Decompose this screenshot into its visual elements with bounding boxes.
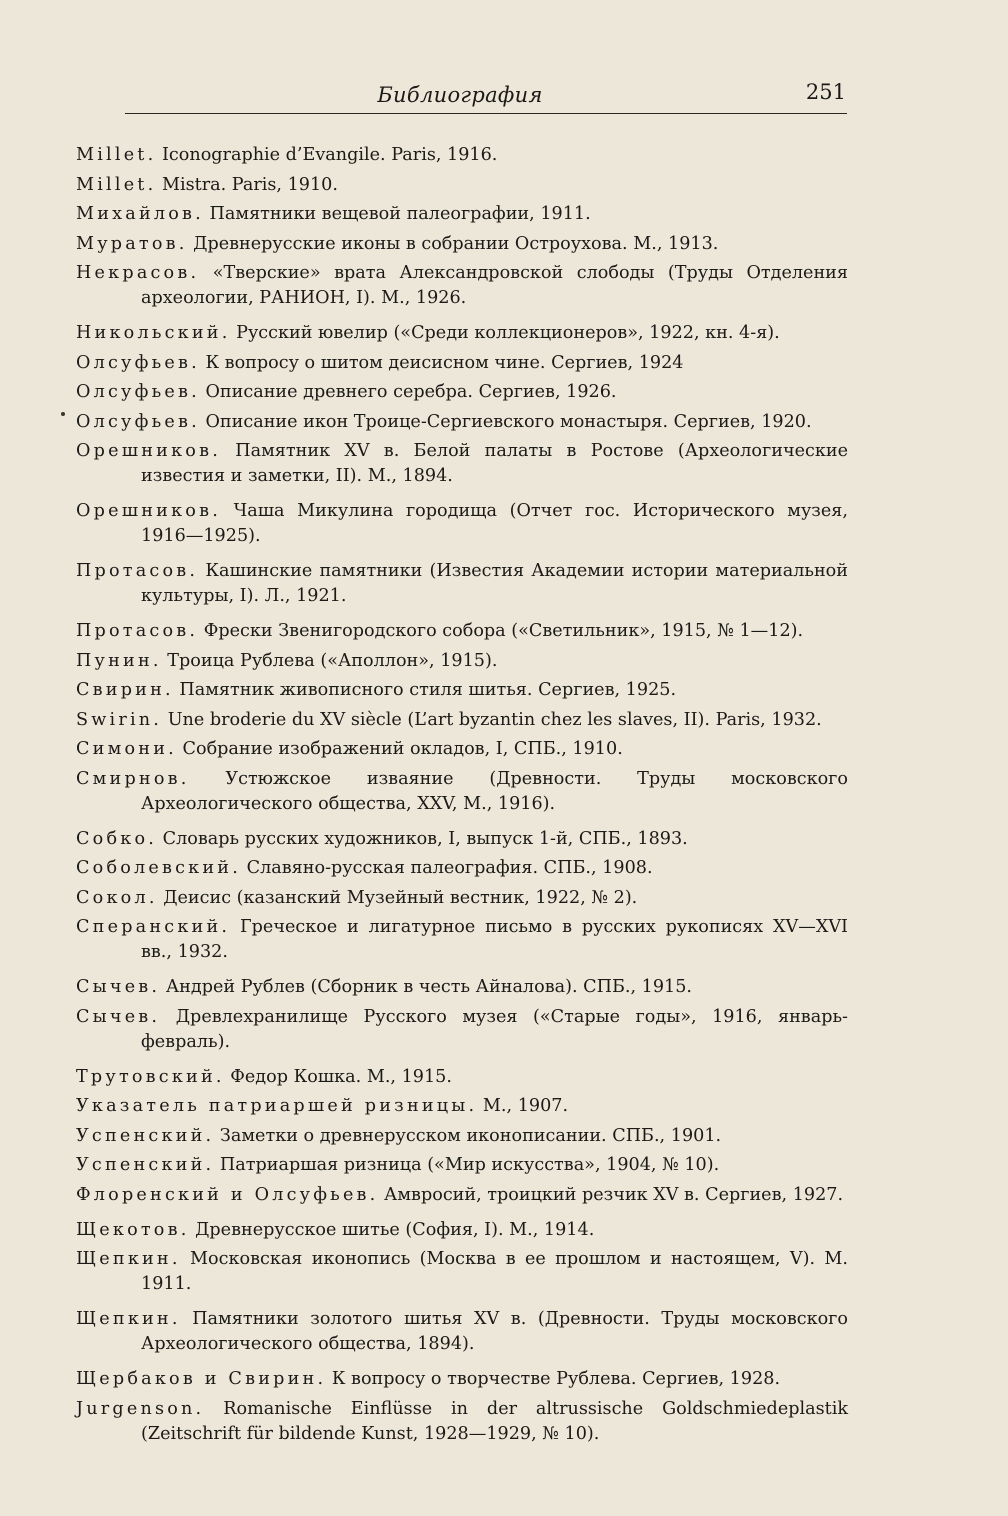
bibliography-entry (76, 975, 848, 1000)
entry-author: Олсуфьев. (76, 352, 200, 373)
entry-author: Щербаков и Свирин. (76, 1369, 327, 1389)
entry-text: Словарь русских художников, I, выпуск 1-й, СПБ., 1893. (162, 828, 688, 849)
bibliography-entry (76, 261, 848, 311)
bibliography-entry (76, 678, 848, 703)
entry-author: Щекотов. (76, 1219, 190, 1240)
entry-text: Кашинские памятники (Известия Академии истории материальной культуры, I). Л., 1921. (141, 561, 849, 606)
entry-author: Jurgenson. (76, 1398, 205, 1419)
entry-text: Заметки о древнерусском иконописании. СПБ., 1901. (219, 1125, 722, 1146)
entry-text: Деисис (казанский Музейный вестник, 1922, № 2). (163, 887, 638, 908)
entry-text: Патриаршая ризница («Мир искусства», 1904, № 10). (219, 1155, 720, 1175)
entry-text: Древлехранилище Русского музея («Старые годы», 1916, январь-февраль). (141, 1006, 848, 1052)
bibliography-entry (76, 827, 848, 852)
entry-author: Симони. (76, 739, 177, 759)
bibliography-entry (76, 380, 848, 405)
entry-author: Флоренский и Олсуфьев. (76, 1184, 379, 1205)
entry-text: Греческое и лигатурное письмо в русских рукописях XV—XVI вв., 1932. (141, 917, 848, 962)
bibliography-entry (76, 1307, 848, 1357)
bibliography-entry (76, 767, 848, 817)
entry-author: Соболевский. (76, 858, 242, 878)
bibliography-entry (76, 1218, 848, 1243)
entry-text: Славяно-русская палеография. СПБ., 1908. (246, 858, 653, 878)
entry-author: Сперанский. (76, 917, 231, 937)
entry-author: Трутовский. (76, 1066, 225, 1087)
bibliography-entry (76, 1094, 848, 1119)
header-rule (125, 113, 847, 114)
entry-text: Iconographie d’Evangile. Paris, 1916. (161, 145, 498, 165)
bibliography-entry (76, 856, 848, 881)
entry-author: Смирнов. (76, 768, 190, 789)
entry-text: Русский ювелир («Среди коллекционеров», 1922, кн. 4-я). (236, 323, 780, 343)
bibliography-entry (76, 1005, 848, 1055)
entry-text: Андрей Рублев (Сборник в честь Айналова). СПБ., 1915. (165, 977, 693, 997)
entry-author: Олсуфьев. (76, 411, 200, 432)
entry-author: Протасов. (76, 621, 199, 641)
entry-author: Щепкин. (76, 1309, 181, 1329)
entry-text: Romanische Einflüsse in der altrussische Goldschmiedeplastik (Zeitschrift für bildende Kunst, 1928—1929, № 10). (141, 1398, 848, 1444)
entry-author: Сычев. (76, 1006, 161, 1027)
bibliography-entry (76, 499, 848, 549)
entry-text: Амвросий, троицкий резчик XV в. Сергиев, 1927. (384, 1184, 844, 1205)
entry-text: Памятники вещевой палеографии, 1911. (209, 204, 591, 224)
bibliography-entry (76, 737, 848, 762)
bibliography-entry (76, 1247, 848, 1297)
entry-text: Памятник живописного стиля шитья. Сергиев, 1925. (179, 680, 677, 700)
entry-text: Une broderie du XV siècle (L’art byzantin chez les slaves, II). Paris, 1932. (167, 709, 822, 730)
entry-author: Успенский. (76, 1125, 215, 1146)
entry-author: Успенский. (76, 1155, 215, 1175)
entry-author: Орешников. (76, 441, 221, 461)
entry-text: «Тверские» врата Александровской слободы (Труды Отделения археологии, РАНИОН, I). М., 1926. (141, 263, 848, 308)
entry-text: Памятник XV в. Белой палаты в Ростове (Археологические известия и заметки, II). М., 1894. (141, 441, 848, 486)
entry-author: Millet. (76, 174, 157, 195)
entry-author: Swirin. (76, 709, 163, 730)
bibliography-entry (76, 143, 848, 168)
entry-text: Чаша Микулина городища (Отчет гос. Исторического музея, 1916—1925). (141, 501, 848, 546)
bibliography-entry (76, 202, 848, 227)
entry-author: Олсуфьев. (76, 382, 200, 402)
bibliography-entry (76, 321, 848, 346)
bibliography-list (76, 143, 848, 1457)
bibliography-entry (76, 173, 848, 198)
bibliography-entry (76, 410, 848, 435)
bibliography-entry (76, 1397, 848, 1447)
page-number: 251 (805, 80, 846, 104)
bibliography-entry (76, 1183, 848, 1208)
bibliography-entry (76, 351, 848, 376)
entry-author: Указатель патриаршей ризницы. (76, 1096, 478, 1116)
entry-text: Памятники золотого шитья XV в. (Древности. Труды московского Археологического общества, 1894). (141, 1309, 848, 1354)
entry-author: Щепкин. (76, 1249, 181, 1269)
entry-author: Протасов. (76, 561, 199, 581)
entry-author: Муратов. (76, 233, 188, 254)
bibliography-entry (76, 1065, 848, 1090)
entry-text: Mistra. Paris, 1910. (161, 174, 338, 195)
entry-author: Некрасов. (76, 263, 200, 283)
bibliography-entry (76, 559, 848, 609)
entry-text: Фрески Звенигородского собора («Светильник», 1915, № 1—12). (203, 621, 804, 641)
bibliography-entry (76, 886, 848, 911)
entry-text: К вопросу о творчестве Рублева. Сергиев, 1928. (331, 1369, 781, 1389)
bibliography-entry (76, 708, 848, 733)
entry-author: Пунин. (76, 650, 162, 671)
entry-text: Федор Кошка. М., 1915. (230, 1066, 452, 1087)
bibliography-entry (76, 1153, 848, 1178)
bibliography-entry (76, 915, 848, 965)
entry-text: Древнерусские иконы в собрании Остроухова. М., 1913. (193, 233, 719, 254)
entry-text: Троица Рублева («Аполлон», 1915). (167, 650, 498, 671)
entry-text: Древнерусское шитье (София, I). М., 1914. (195, 1219, 595, 1240)
entry-author: Собко. (76, 828, 158, 849)
entry-author: Михайлов. (76, 204, 204, 224)
entry-text: К вопросу о шитом деисисном чине. Сергиев, 1924 (205, 352, 684, 373)
entry-author: Сокол. (76, 887, 158, 908)
bibliography-entry (76, 1367, 848, 1392)
entry-text: Описание древнего серебра. Сергиев, 1926. (205, 382, 617, 402)
entry-text: Устюжское изваяние (Древности. Труды московского Археологического общества, XXV, М., 1916). (141, 768, 848, 814)
entry-author: Сычев. (76, 977, 161, 997)
bibliography-entry (76, 1124, 848, 1149)
margin-mark (61, 412, 65, 416)
bibliography-entry (76, 232, 848, 257)
entry-author: Millet. (76, 145, 157, 165)
bibliography-entry (76, 439, 848, 489)
bibliography-entry (76, 649, 848, 674)
running-header-title: Библиография (377, 83, 543, 107)
entry-text: М., 1907. (482, 1096, 569, 1116)
entry-text: Московская иконопись (Москва в ее прошлом и настоящем, V). М. 1911. (141, 1249, 848, 1294)
entry-author: Никольский. (76, 323, 231, 343)
bibliography-entry (76, 619, 848, 644)
entry-text: Описание икон Троице-Сергиевского монастыря. Сергиев, 1920. (205, 411, 812, 432)
entry-text: Собрание изображений окладов, I, СПБ., 1910. (182, 739, 623, 759)
entry-author: Орешников. (76, 501, 221, 521)
entry-author: Свирин. (76, 680, 174, 700)
